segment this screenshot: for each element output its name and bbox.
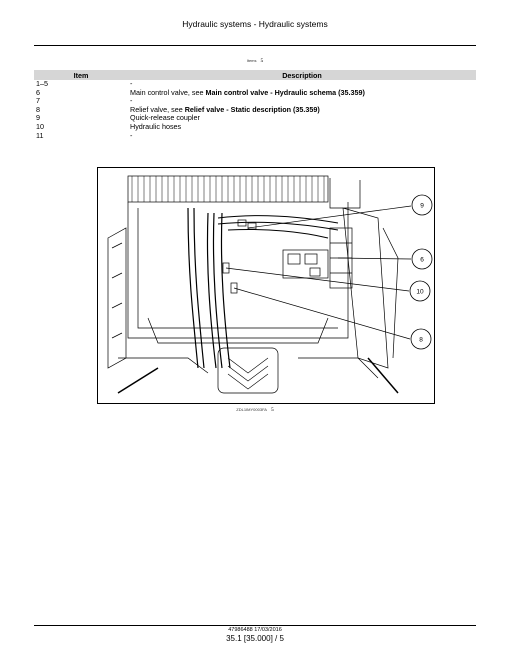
hydraulic-illustration bbox=[98, 168, 434, 403]
header-title: Hydraulic systems - Hydraulic systems bbox=[182, 19, 328, 29]
table-row bbox=[34, 114, 476, 123]
description-reference-link[interactable]: Relief valve - Static description (35.359) bbox=[184, 104, 320, 114]
table-caption-number: 5 bbox=[260, 58, 264, 64]
figure-caption-code: ZDL1IMY0003FA bbox=[236, 407, 267, 412]
table-header-row bbox=[34, 70, 476, 80]
callout-label: 6 bbox=[420, 256, 424, 264]
description-text: - bbox=[130, 79, 133, 88]
item-number: 8 bbox=[36, 104, 40, 114]
callout-label: 9 bbox=[420, 202, 424, 210]
column-header-item: Item bbox=[34, 70, 128, 80]
table-row bbox=[34, 89, 476, 98]
table-caption-label: Items bbox=[246, 58, 257, 63]
column-header-description: Description bbox=[128, 70, 476, 80]
header-rule bbox=[34, 45, 476, 46]
footer-page-number: 35.1 [35.000] / 5 bbox=[226, 634, 284, 643]
description-text: Hydraulic hoses bbox=[130, 121, 182, 131]
callout-circles bbox=[410, 195, 432, 349]
footer-rule bbox=[34, 625, 476, 626]
description-text: Quick-release coupler bbox=[130, 113, 200, 123]
footer-document-id: 47986488 17/03/2016 bbox=[228, 627, 282, 633]
item-number: 6 bbox=[36, 87, 40, 97]
callout-label: 8 bbox=[419, 336, 423, 344]
item-description bbox=[128, 132, 476, 141]
table-caption bbox=[0, 58, 510, 64]
item-number: 1–5 bbox=[36, 79, 48, 88]
item-number: 11 bbox=[36, 130, 44, 140]
item-number: 10 bbox=[36, 121, 44, 131]
callout-leaders bbox=[226, 206, 411, 339]
description-text: Relief valve, see bbox=[130, 104, 185, 114]
item-description bbox=[128, 123, 476, 132]
table-row bbox=[34, 106, 476, 115]
items-table bbox=[34, 70, 476, 140]
callout-label: 10 bbox=[416, 288, 424, 296]
hydraulic-figure bbox=[97, 167, 435, 404]
description-text: Main control valve, see bbox=[130, 87, 206, 97]
description-reference-link[interactable]: Main control valve - Hydraulic schema (35.359) bbox=[205, 87, 365, 97]
table-row bbox=[34, 132, 476, 141]
table-row bbox=[34, 123, 476, 132]
figure-caption bbox=[0, 407, 510, 413]
item-description bbox=[128, 89, 476, 98]
description-text: - bbox=[130, 130, 133, 140]
item-number: 7 bbox=[36, 96, 40, 106]
description-text: - bbox=[130, 96, 133, 106]
item-number: 9 bbox=[36, 113, 40, 123]
figure-caption-number: 5 bbox=[270, 407, 274, 413]
